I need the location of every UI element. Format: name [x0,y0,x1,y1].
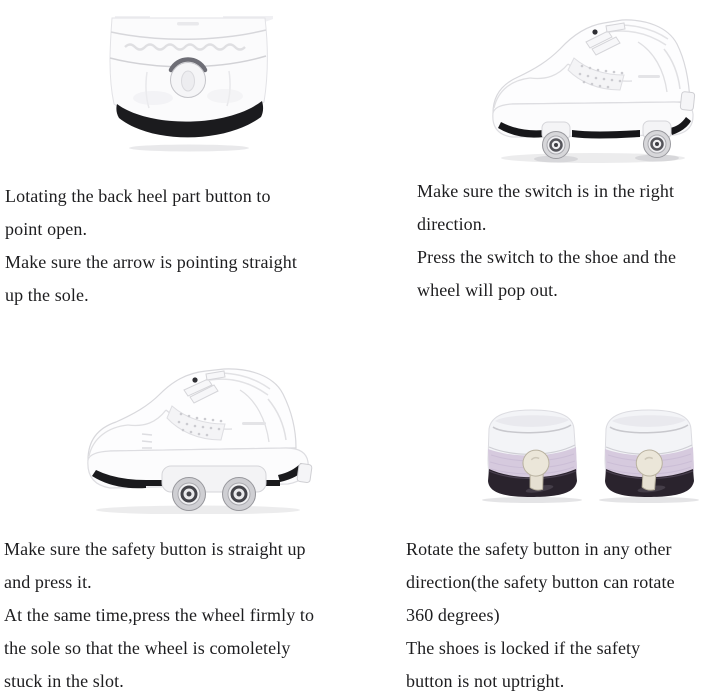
caption-line: direction. [417,214,487,234]
caption-line: point open. [5,219,88,239]
caption-line: and press it. [4,572,92,592]
caption-switch-direction [417,175,676,307]
wheels-retracted-illustration [84,368,316,514]
caption-line: Make sure the safety button is straight up [4,539,306,559]
heel-pair-illustration [481,407,701,503]
caption-line: Rotate the safety button in any other [406,539,672,559]
caption-safety-button-rotate [406,533,675,695]
photo-wheels-out [488,18,698,164]
caption-heel-button [5,180,297,312]
wheels-out-illustration [488,18,698,164]
caption-line: stuck in the slot. [4,671,124,691]
caption-line: wheel will pop out. [417,280,558,300]
caption-line: Make sure the arrow is pointing straight [5,252,297,272]
photo-wheels-retracted [84,368,316,514]
caption-line: 360 degrees) [406,605,500,625]
caption-line: At the same time,press the wheel firmly to [4,605,315,625]
caption-safety-button-press [4,533,314,695]
caption-line: Press the switch to the shoe and the [417,247,677,267]
caption-line: button is not uptright. [406,671,565,691]
caption-line: the sole so that the wheel is comoletely [4,638,291,658]
heel-button-illustration [97,16,277,154]
caption-line: direction(the safety button can rotate [406,572,675,592]
photo-heel-pair [481,407,701,503]
caption-line: up the sole. [5,285,89,305]
caption-line: Lotating the back heel part button to [5,186,271,206]
caption-line: The shoes is locked if the safety [406,638,641,658]
caption-line: Make sure the switch is in the right [417,181,675,201]
photo-heel-button [97,16,277,154]
